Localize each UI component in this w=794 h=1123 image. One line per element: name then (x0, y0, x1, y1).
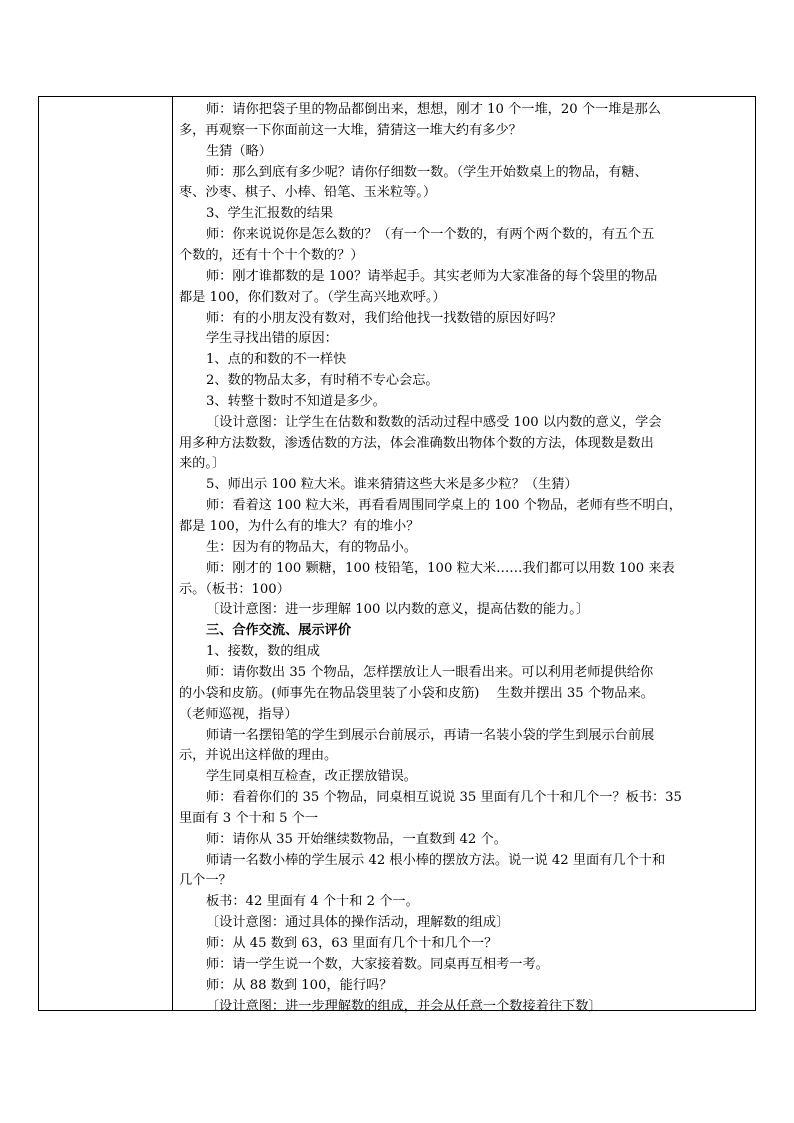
section-heading: 三、合作交流、展示评价 (206, 623, 352, 639)
text-line: 生猜（略） (206, 143, 272, 159)
text-line: 示，并说出这样做的理由。 (179, 748, 338, 764)
text-line: 师：你来说说你是怎么数的？（有一个一个数的，有两个两个数的，有五个五 (206, 227, 655, 243)
content-column-cell (179, 97, 753, 1014)
text-line: 师：看着你们的 35 个物品，同桌相互说说 35 里面有几个十和几个一？板书：35 (206, 790, 682, 806)
text-line: 师请一名摆铅笔的学生到展示台前展示，再请一名装小袋的学生到展示台前展 (206, 727, 655, 743)
text-line: 5、师出示 100 粒大米。谁来猜猜这些大米是多少粒？（生猜） (206, 477, 578, 493)
text-line: 的小袋和皮筋。(师事先在物品袋里装了小袋和皮筋) 生数并摆出 35 个物品来。 (179, 685, 654, 701)
text-line: 师：从 45 数到 63，63 里面有几个十和几个一？ (206, 936, 498, 951)
text-line: 师：请你把袋子里的物品都倒出来，想想，刚才 10 个一堆，20 个一堆是那么 (206, 102, 661, 117)
text-line: 师：那么到底有多少呢？请你仔细数一数。（学生开始数桌上的物品，有糖、 (206, 164, 648, 180)
text-line: 〔设计意图：进一步理解 100 以内数的意义，提高估数的能力。〕 (206, 602, 590, 618)
text-line: 生：因为有的物品大，有的物品小。 (206, 539, 417, 555)
text-line: 1、接数，数的组成 (206, 644, 320, 660)
text-line: （老师巡视，指导） (179, 706, 298, 722)
text-line: 都是 100，为什么有的堆大？有的堆小？ (179, 519, 420, 534)
text-line: 来的。〕 (179, 456, 226, 472)
text-line: 几个一？ (179, 873, 232, 889)
text-line: 个数的，还有十个十个数的？） (179, 247, 364, 263)
text-line: 用多种方法数数，渗透估数的方法，体会准确数出物体个数的方法，体现数是数出 (179, 435, 654, 451)
text-line: 1、点的和数的不一样快 (206, 352, 347, 368)
text-line: 都是 100，你们数对了。（学生高兴地欢呼。） (179, 289, 446, 305)
text-line: 〔设计意图：让学生在估数和数数的活动过程中感受 100 以内数的意义，学会 (206, 414, 662, 430)
text-line: 3、学生汇报数的结果 (206, 206, 334, 222)
text-line: 枣、沙枣、棋子、小棒、铅笔、玉米粒等。） (179, 185, 437, 201)
text-line: 2、数的物品太多，有时稍不专心会忘。 (206, 373, 439, 389)
text-line: 示。（板书：100） (179, 581, 290, 597)
text-line: 3、转整十数时不知道是多少。 (206, 393, 386, 409)
text-line: 师：从 88 数到 100，能行吗？ (206, 977, 393, 993)
text-line: 板书：42 里面有 4 个十和 2 个一。 (206, 894, 419, 910)
text-line: 师：刚才的 100 颗糖，100 枝铅笔，100 粒大米……我们都可以用数 100 来表 (206, 560, 675, 576)
text-line: 多，再观察一下你面前这一大堆，猜猜这一堆大约有多少？ (179, 122, 522, 138)
text-line: 师请一名数小棒的学生展示 42 根小棒的摆放方法。说一说 42 里面有几个十和 (206, 852, 666, 868)
text-line: 师：请一学生说一个数，大家接着数。同桌再互相考一考。 (206, 956, 549, 972)
text-line: 里面有 3 个十和 5 个一 (179, 810, 319, 826)
text-line: 师：看着这 100 粒大米，再看看周围同学桌上的 100 个物品，老师有些不明白， (206, 498, 682, 514)
left-column-cell (39, 97, 173, 1010)
text-line: 师：请你数出 35 个物品，怎样摆放让人一眼看出来。可以利用老师提供给你 (206, 664, 654, 680)
text-line: 〔设计意图：进一步理解数的组成，并会从任意一个数接着往下数〕 (206, 998, 602, 1014)
text-line: 〔设计意图：通过具体的操作活动，理解数的组成〕 (206, 915, 510, 931)
text-line: 学生同桌相互检查，改正摆放错误。 (206, 769, 417, 785)
text-line: 师：有的小朋友没有数对，我们给他找一找数错的原因好吗？ (206, 310, 563, 326)
text-line: 师：请你从 35 开始继续数物品，一直数到 42 个。 (206, 831, 507, 847)
text-line: 师：刚才谁都数的是 100？请举起手。其实老师为大家准备的每个袋里的物品 (206, 268, 658, 284)
text-line: 学生寻找出错的原因： (206, 331, 338, 347)
lesson-table (38, 96, 756, 1014)
